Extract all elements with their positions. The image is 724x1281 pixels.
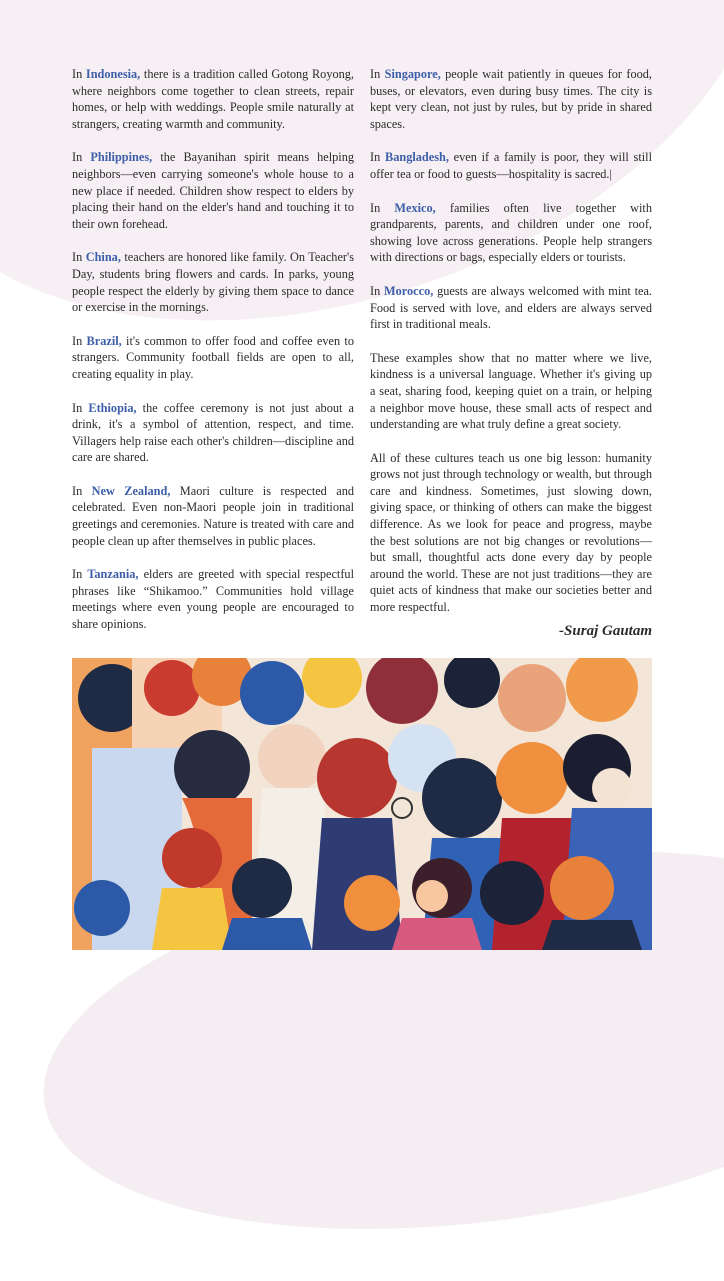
paragraph-mexico: In Mexico, families often live together with grandparents, parents, and children under one roof, showing love across generations. People help strangers with directions or bags, especially elders or tourists. (370, 200, 652, 265)
paragraph-tanzania: In Tanzania, elders are greeted with special respectful phrases like “Shikamoo.” Communities hold village meetings where even young people are encouraged to share opinions. (72, 567, 354, 632)
crowd-illustration (72, 658, 652, 950)
closing-paragraph: These examples show that no matter where we live, kindness is a universal language. Whether it's giving up a seat, sharing food, keeping quiet on a train, or helping a neighbor move house, these small acts of respect and understanding are what truly define a great society. (370, 350, 652, 432)
paragraph-philippines: In Philippines, the Bayanihan spirit means helping neighbors—even carrying someone's whole house to a new place if needed. Children show respect to elders by placing their hand on the elder's hand and touching it to their own forehead. (72, 150, 354, 231)
paragraph-brazil: In Brazil, it's common to offer food and coffee even to strangers. Community football fields are open to all, creating equality in play. (72, 333, 354, 381)
country-name: China, (85, 250, 121, 265)
left-column (72, 66, 354, 650)
country-name: Indonesia, (85, 67, 141, 81)
paragraph-china: In China, teachers are honored like family. On Teacher's Day, students bring flowers and cards. In parks, young people respect the elderly by giving them space to dance or exercise in the mornings. (72, 250, 354, 315)
country-name: Philippines, (90, 150, 153, 165)
country-name: Ethiopia, (88, 400, 137, 415)
closing-paragraph: All of these cultures teach us one big lesson: humanity grows not just through technology or wealth, but through care and kindness. Sometimes, just slowing down, giving space, or thinking of others can make the biggest difference. As we look for peace and progress, maybe the best solutions are not big changes or revolutions—but small, thoughtful acts done every day by people around the world. These are not just traditions—they are quiet acts of kindness that make our societies better and more respectful. (370, 450, 652, 615)
country-name: Brazil, (86, 333, 122, 348)
author-signature: -Suraj Gautam (559, 622, 652, 639)
paragraph-bangladesh: In Bangladesh, even if a family is poor, they will still offer tea or food to guests—hospitality is sacred.| (370, 150, 652, 181)
paragraph-singapore: In Singapore, people wait patiently in queues for food, buses, or elevators, even during busy times. The city is kept very clean, not just by rules, but by pride in shared spaces. (370, 67, 652, 131)
crowd-illustration-art (72, 658, 652, 950)
country-name: Bangladesh, (385, 150, 449, 165)
paragraph-indonesia: In Indonesia, there is a tradition called Gotong Royong, where neighbors come together to clean streets, repair homes, or help with weddings. People smile naturally at strangers, creating warmth and community. (72, 67, 354, 131)
right-column (370, 66, 652, 639)
country-name: Mexico, (394, 200, 436, 215)
paragraph-ethiopia: In Ethiopia, the coffee ceremony is not just about a drink, it's a symbol of attention, respect, and time. Villagers help raise each other's children—discipline and care are shared. (72, 400, 354, 465)
country-name: Singapore, (384, 67, 441, 81)
country-name: Tanzania, (87, 567, 139, 582)
country-name: New Zealand, (91, 483, 171, 498)
paragraph-morocco: In Morocco, guests are always welcomed with mint tea. Food is served with love, and elders are always served first in traditional meals. (370, 283, 652, 332)
paragraph-new-zealand: In New Zealand, Maori culture is respected and celebrated. Even non-Maori people join in traditional greetings and ceremonies. Nature is treated with care and people clean up after themselves in public places. (72, 483, 354, 548)
country-name: Morocco, (384, 283, 434, 298)
